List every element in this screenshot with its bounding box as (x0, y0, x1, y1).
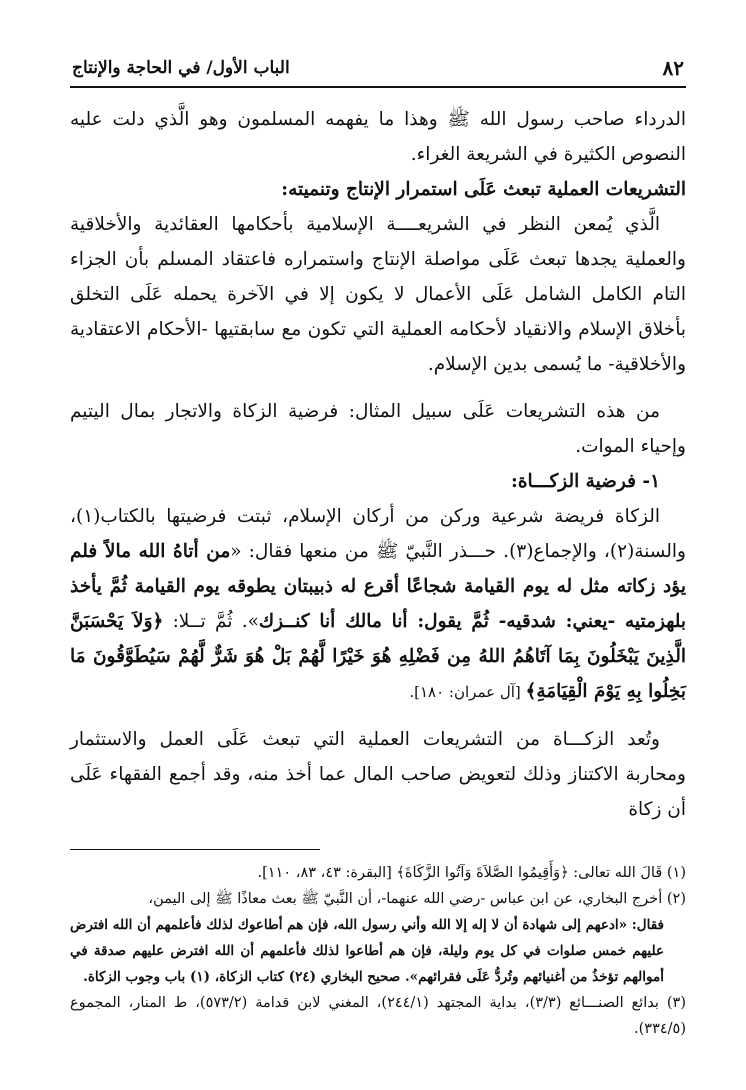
footnotes (70, 860, 686, 1042)
footnote: (٣) بدائع الصنـــائع (٣/٣)، بداية المجتهد (٢٤٤/١)، المغني لابن قدامة (٥٧٣/٢)، ط المنار، المجموع (٣٣٤/٥). (70, 995, 687, 1037)
section-heading: التشريعات العملية تبعث عَلَى استمرار الإنتاج وتنميته: (281, 179, 686, 200)
main-text (70, 102, 686, 827)
paragraph (70, 499, 686, 710)
paragraph-text: ». ثُمَّ تــلا: (163, 611, 259, 632)
paragraph: وتُعد الزكـــاة من التشريعات العملية التي تبعث عَلَى العمل والاستثمار ومحاربة الاكتناز وذلك لتعويض صاحب المال عما أخذ منه، وقد أجمع الفقهاء عَلَى أن زكاة (70, 729, 686, 820)
running-title: الباب الأول/ في الحاجة والإنتاج (72, 58, 290, 78)
hadith-quote: من أتاهُ الله مالاً فلم يؤد زكاته مثل له يوم القيامة شجاعًا أقرع له ذبيبتان يطوقه يوم القيامة ثُمَّ يأخذ بلهزمتيه -يعني: شدقيه- ثُمَّ يقول: أنا مالك أنا كنــزك (70, 541, 687, 632)
paragraph: من هذه التشريعات عَلَى سبيل المثال: فرضية الزكاة والاتجار بمال اليتيم وإحياء الموات. (70, 401, 686, 457)
quran-verse: ﴿وَلاَ يَحْسَبَنَّ الَّذِينَ يَبْخَلُونَ بِمَا آتَاهُمُ اللهُ مِن فَضْلِهِ هُوَ خَيْرًا لَّهُمْ بَلْ هُوَ شَرٌّ لَّهُمْ سَيُطَوَّقُونَ مَا بَخِلُوا بِهِ يَوْمَ الْقِيَامَةِ﴾ (70, 611, 686, 702)
footnote: (١) قَالَ الله تعالى: ﴿وَأَقِيمُوا الصَّلاَةَ وَآتُوا الزَّكَاةَ﴾ [البقرة: ٤٣، ٨٣، ١١٠]. (257, 865, 686, 881)
page-number: ٨٢ (662, 56, 684, 80)
paragraph: الدرداء صاحب رسول الله ﷺ وهذا ما يفهمه المسلمون وهو الَّذي دلت عليه النصوص الكثيرة في الشريعة الغراء. (70, 109, 686, 165)
footnote-separator (70, 827, 686, 850)
footnote-hadith: فقال: «ادعهم إلى شهادة أن لا إله إلا الله وأني رسول الله، فإن هم أطاعوك لذلك فأعلمهم أن الله افترض عليهم خمس صلوات في كل يوم وليلة، فإن هم أطاعوا لذلك فأعلمهم أن الله افترض عليهم صدقة في أموالهم تؤخذُ من أغنيائهم وتُردُّ عَلَى فقرائهم». صحيح البخاري (٢٤) كتاب الزكاة، (١) باب وجوب الزكاة. (70, 917, 664, 985)
page-header (70, 48, 686, 88)
paragraph: الَّذي يُمعن النظر في الشريعــــة الإسلامية بأحكامها العقائدية والأخلاقية والعملية يجدها تبعث عَلَى مواصلة الإنتاج واستمراره فاعتقاد المسلم بأن الجزاء التام الكامل الشامل عَلَى الأعمال لا يكون إلا في الآخرة يحمله عَلَى التخلق بأخلاق الإسلام والانقياد لأحكامه العملية التي تكون مع سابقتيها -الأحكام الاعتقادية والأخلاقية- ما يُسمى بدين الإسلام. (70, 214, 686, 375)
footnote: (٢) أخرج البخاري، عن ابن عباس -رضي الله عنهما-، أن النَّبيّ ﷺ بعث معاذًا ﷺ إلى اليمن، (148, 891, 686, 907)
verse-reference: [آل عمران: ١٨٠]. (409, 683, 526, 701)
book-page (70, 48, 686, 1042)
paragraph-text: الزكاة فريضة شرعية وركن من أركان الإسلام، ثبتت فرضيتها بالكتاب(١)، والسنة(٢)، والإجماع(٣). حـــذر النَّبيّ ﷺ من منعها فقال: « (70, 506, 686, 562)
subsection-heading: ١- فرضية الزكـــاة: (511, 471, 660, 492)
